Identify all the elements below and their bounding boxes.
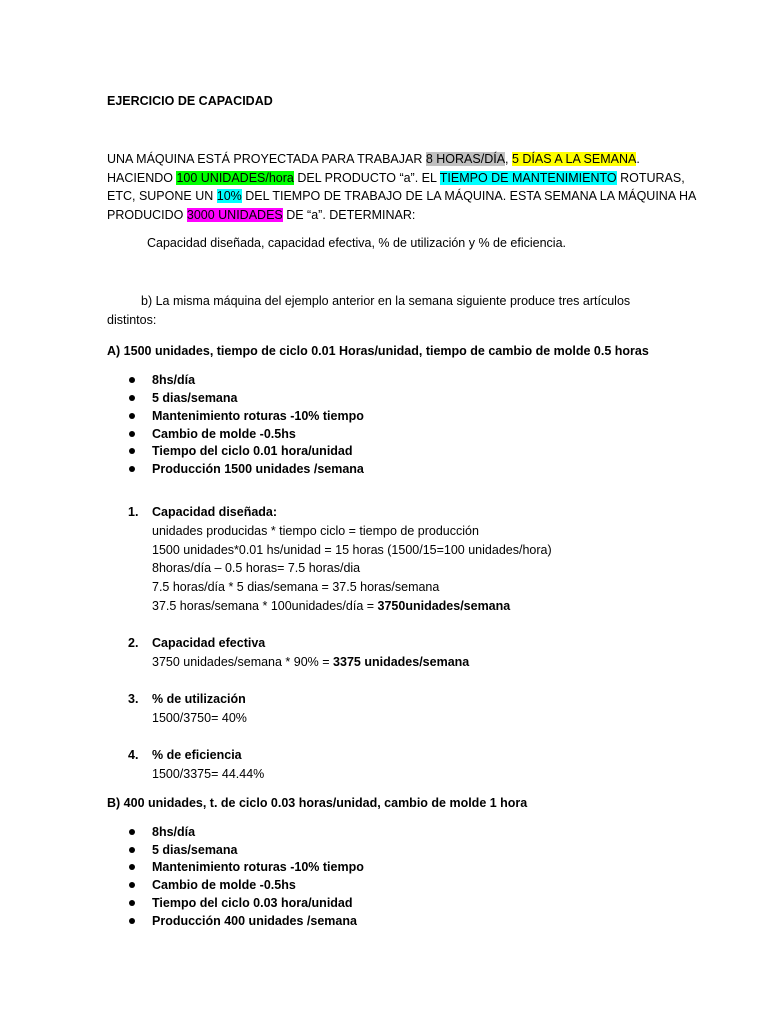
section-a-bullet: 5 dias/semana bbox=[152, 391, 238, 405]
section-b-bullet: 5 dias/semana bbox=[152, 843, 238, 857]
intro-text: HACIENDO bbox=[107, 171, 177, 185]
bullet-dot bbox=[129, 847, 135, 853]
bullet-dot bbox=[129, 864, 135, 870]
step-number: 1. bbox=[128, 505, 139, 519]
highlight-ten-percent: 10% bbox=[216, 189, 242, 203]
bullet-dot bbox=[129, 377, 135, 383]
bullet-dot bbox=[129, 882, 135, 888]
bullet-dot bbox=[129, 918, 135, 924]
highlight-maintenance-time: TIEMPO DE MANTENIMIENTO bbox=[439, 171, 617, 185]
step-text: 3750 unidades/semana * 90% = bbox=[152, 655, 334, 669]
step-line: 7.5 horas/día * 5 dias/semana = 37.5 horas/semana bbox=[152, 580, 440, 594]
step-number: 4. bbox=[128, 748, 139, 762]
intro-text: DEL TIEMPO DE TRABAJO DE LA MÁQUINA. ESTA SEMANA LA MÁQUINA HA bbox=[241, 189, 697, 203]
step-result: 3375 unidades/semana bbox=[333, 655, 470, 669]
intro-line-1 bbox=[107, 150, 640, 168]
section-b-bullet: Producción 400 unidades /semana bbox=[152, 914, 357, 928]
step-number: 3. bbox=[128, 692, 139, 706]
step-title-effective-capacity: Capacidad efectiva bbox=[152, 636, 266, 650]
step-text: 37.5 horas/semana * 100unidades/día = bbox=[152, 599, 378, 613]
step-line: unidades producidas * tiempo ciclo = tiempo de producción bbox=[152, 524, 479, 538]
intro-text: ROTURAS, bbox=[616, 171, 685, 185]
bullet-dot bbox=[129, 829, 135, 835]
highlight-days-per-week: 5 DÍAS A LA SEMANA bbox=[511, 152, 637, 166]
step-line: 1500 unidades*0.01 hs/unidad = 15 horas (1500/15=100 unidades/hora) bbox=[152, 543, 552, 557]
intro-line-2 bbox=[107, 169, 685, 187]
step-title-designed-capacity: Capacidad diseñada: bbox=[152, 505, 278, 519]
step-line: 8horas/día – 0.5 horas= 7.5 horas/dia bbox=[152, 561, 361, 575]
intro-line-4 bbox=[107, 206, 415, 224]
part-b-line-2: distintos: bbox=[107, 313, 157, 327]
intro-text: DEL PRODUCTO “a”. EL bbox=[293, 171, 440, 185]
section-b-bullet: Cambio de molde -0.5hs bbox=[152, 878, 296, 892]
document-title: EJERCICIO DE CAPACIDAD bbox=[107, 94, 273, 108]
step-line: 1500/3375= 44.44% bbox=[152, 767, 265, 781]
bullet-dot bbox=[129, 448, 135, 454]
bullet-dot bbox=[129, 900, 135, 906]
step-result: 3750unidades/semana bbox=[377, 599, 511, 613]
determine-line: Capacidad diseñada, capacidad efectiva, % de utilización y % de eficiencia. bbox=[147, 236, 567, 250]
bullet-dot bbox=[129, 466, 135, 472]
step-title-efficiency: % de eficiencia bbox=[152, 748, 242, 762]
highlight-units-per-hour: 100 UNIDADES/hora bbox=[176, 171, 294, 185]
bullet-dot bbox=[129, 413, 135, 419]
intro-line-3 bbox=[107, 187, 696, 205]
intro-text: ETC, SUPONE UN bbox=[107, 189, 217, 203]
section-b-bullet: 8hs/día bbox=[152, 825, 196, 839]
step-line bbox=[152, 597, 510, 615]
highlight-hours-per-day: 8 HORAS/DÍA bbox=[425, 152, 506, 166]
section-a-bullet: Tiempo del ciclo 0.01 hora/unidad bbox=[152, 444, 353, 458]
step-line: 1500/3750= 40% bbox=[152, 711, 247, 725]
intro-text: PRODUCIDO bbox=[107, 208, 187, 222]
highlight-units-produced: 3000 UNIDADES bbox=[186, 208, 283, 222]
section-a-bullet: Mantenimiento roturas -10% tiempo bbox=[152, 409, 364, 423]
section-a-bullet: Producción 1500 unidades /semana bbox=[152, 462, 364, 476]
bullet-dot bbox=[129, 395, 135, 401]
intro-text: , bbox=[505, 152, 512, 166]
bullet-dot bbox=[129, 431, 135, 437]
step-number: 2. bbox=[128, 636, 139, 650]
part-b-line-1: b) La misma máquina del ejemplo anterior en la semana siguiente produce tres artículos bbox=[141, 294, 631, 308]
step-line bbox=[152, 653, 469, 671]
step-title-utilization: % de utilización bbox=[152, 692, 246, 706]
intro-text: DE “a”. DETERMINAR: bbox=[282, 208, 416, 222]
intro-text: . bbox=[636, 152, 640, 166]
intro-text: UNA MÁQUINA ESTÁ PROYECTADA PARA TRABAJAR bbox=[107, 152, 426, 166]
section-b-bullet: Mantenimiento roturas -10% tiempo bbox=[152, 860, 364, 874]
section-b-heading: B) 400 unidades, t. de ciclo 0.03 horas/unidad, cambio de molde 1 hora bbox=[107, 796, 528, 810]
section-a-bullet: Cambio de molde -0.5hs bbox=[152, 427, 296, 441]
section-b-bullet: Tiempo del ciclo 0.03 hora/unidad bbox=[152, 896, 353, 910]
section-a-heading: A) 1500 unidades, tiempo de ciclo 0.01 Horas/unidad, tiempo de cambio de molde 0.5 horas bbox=[107, 344, 649, 358]
section-a-bullet: 8hs/día bbox=[152, 373, 196, 387]
